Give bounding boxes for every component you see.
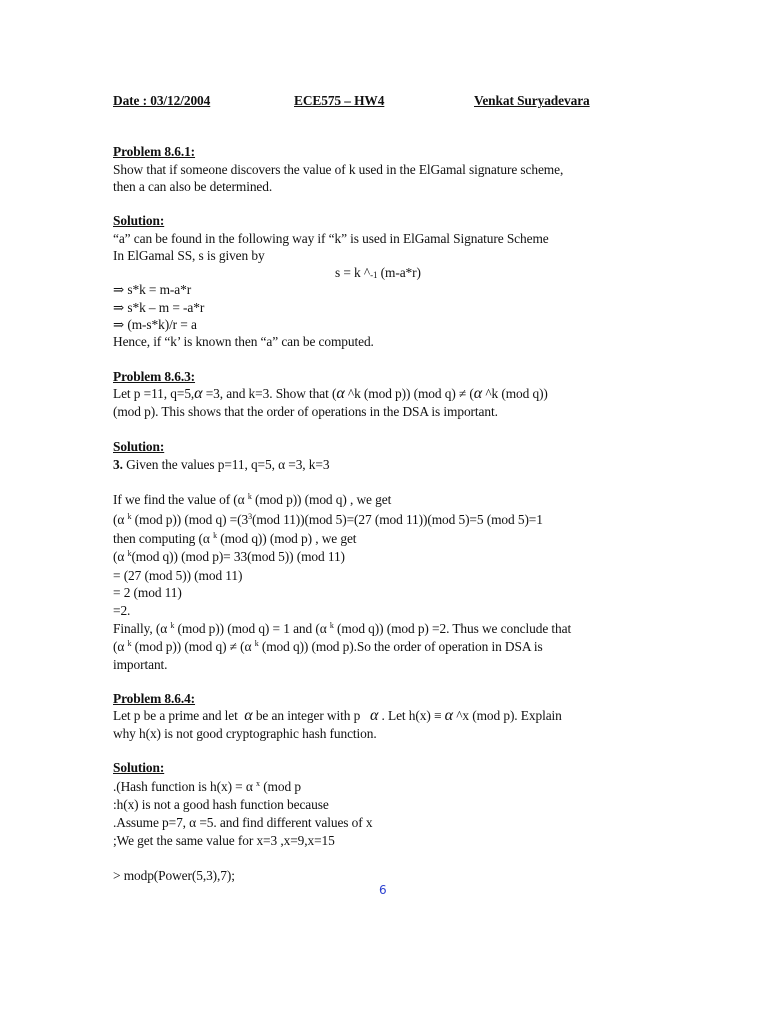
problem-864-solution-line2: :h(x) is not a good hash function because	[113, 797, 329, 812]
problem-863-question-line1: Let p =11, q=5,α =3, and k=3. Show that (α ^k (mod p)) (mod q) ≠ (α ^k (mod q))	[113, 385, 548, 402]
problem-864-question-line2: why h(x) is not good cryptographic hash function.	[113, 726, 377, 741]
problem-863-solution-line2: If we find the value of (α $^k$ (mod p)) (mod q) , we get	[113, 492, 392, 507]
problem-861-title: Problem 8.6.1:	[113, 144, 196, 159]
problem-861-question-line2: then a can also be determined.	[113, 179, 273, 194]
problem-863-solution-line3: (α $^k$ (mod p)) (mod $q) =(3^3(mod$ 11))(mod 5)=(27 (mod 11))(mod 5)=5 (mod 5)=1	[113, 512, 543, 527]
problem-864-title: Problem 8.6.4:	[113, 691, 196, 706]
problem-863-solution-line11: important.	[113, 657, 168, 672]
problem-863-solution-line7: = 2 (mod 11)	[113, 585, 182, 600]
problem-861-conclusion: Hence, if “k’ is known then “a” can be computed.	[113, 334, 374, 349]
page-number: 6	[379, 883, 387, 897]
header-author: Venkat Suryadevara	[474, 93, 590, 108]
problem-861-equation: s = k ^-1 (m-a*r)	[335, 265, 421, 280]
header-date: Date : 03/12/2004	[113, 93, 211, 108]
problem-864-solution-line1: .(Hash function is h(x) = α $^x$ (mod p	[113, 779, 301, 794]
header-course: ECE575 – HW4	[294, 93, 385, 108]
problem-861-question-line1: Show that if someone discovers the value of k used in the ElGamal signature scheme,	[113, 162, 564, 177]
problem-864-solution-code: > modp(Power(5,3),7);	[113, 868, 235, 883]
problem-861-step1: ⇒ s*k = m-a*r	[113, 282, 192, 297]
problem-863-solution-line1: 3. Given the values p=11, q=5, α =3, k=3	[113, 457, 330, 472]
problem-863-solution-line5: (α $^k$(mod q)) (mod p)= 33(mod 5)) (mod 11)	[113, 549, 345, 564]
problem-861-solution-line2: In ElGamal SS, s is given by	[113, 248, 265, 263]
problem-864-solution-line4: ;We get the same value for x=3 ,x=9,x=15	[113, 833, 335, 848]
problem-863-solution-line8: =2.	[113, 603, 131, 618]
problem-863-question-line2: (mod p). This shows that the order of operations in the DSA is important.	[113, 404, 498, 419]
problem-864-solution-heading: Solution:	[113, 760, 165, 775]
problem-864-solution-line3: .Assume p=7, α =5. and find different values of x	[113, 815, 373, 830]
problem-863-title: Problem 8.6.3:	[113, 369, 196, 384]
problem-863-solution-line9: Finally, (α $^k$ (mod p)) (mod q) = 1 and (α $^k$ (mod q)) (mod p) =2. Thus we conclude that	[113, 621, 572, 636]
problem-863-solution-line4: then computing (α $^k$ (mod q)) (mod p) , we get	[113, 531, 357, 546]
problem-864-question-line1: Let p be a prime and let α be an integer with p α . Let h(x) ≡ α ^x (mod p). Explain	[113, 707, 562, 724]
problem-861-step3: ⇒ (m-s*k)/r = a	[113, 317, 197, 332]
problem-863-solution-heading: Solution:	[113, 439, 165, 454]
problem-863-solution-line10: (α $^k$ (mod p)) (mod q) ≠ (α $^k$ (mod q)) (mod p).So the order of operation in DSA is	[113, 639, 543, 654]
problem-861-step2: ⇒ s*k – m = -a*r	[113, 300, 205, 315]
problem-861-solution-heading: Solution:	[113, 213, 165, 228]
problem-861-solution-line1: “a” can be found in the following way if “k” is used in ElGamal Signature Scheme	[113, 231, 549, 246]
problem-863-solution-line6: = (27 (mod 5)) (mod 11)	[113, 568, 243, 583]
